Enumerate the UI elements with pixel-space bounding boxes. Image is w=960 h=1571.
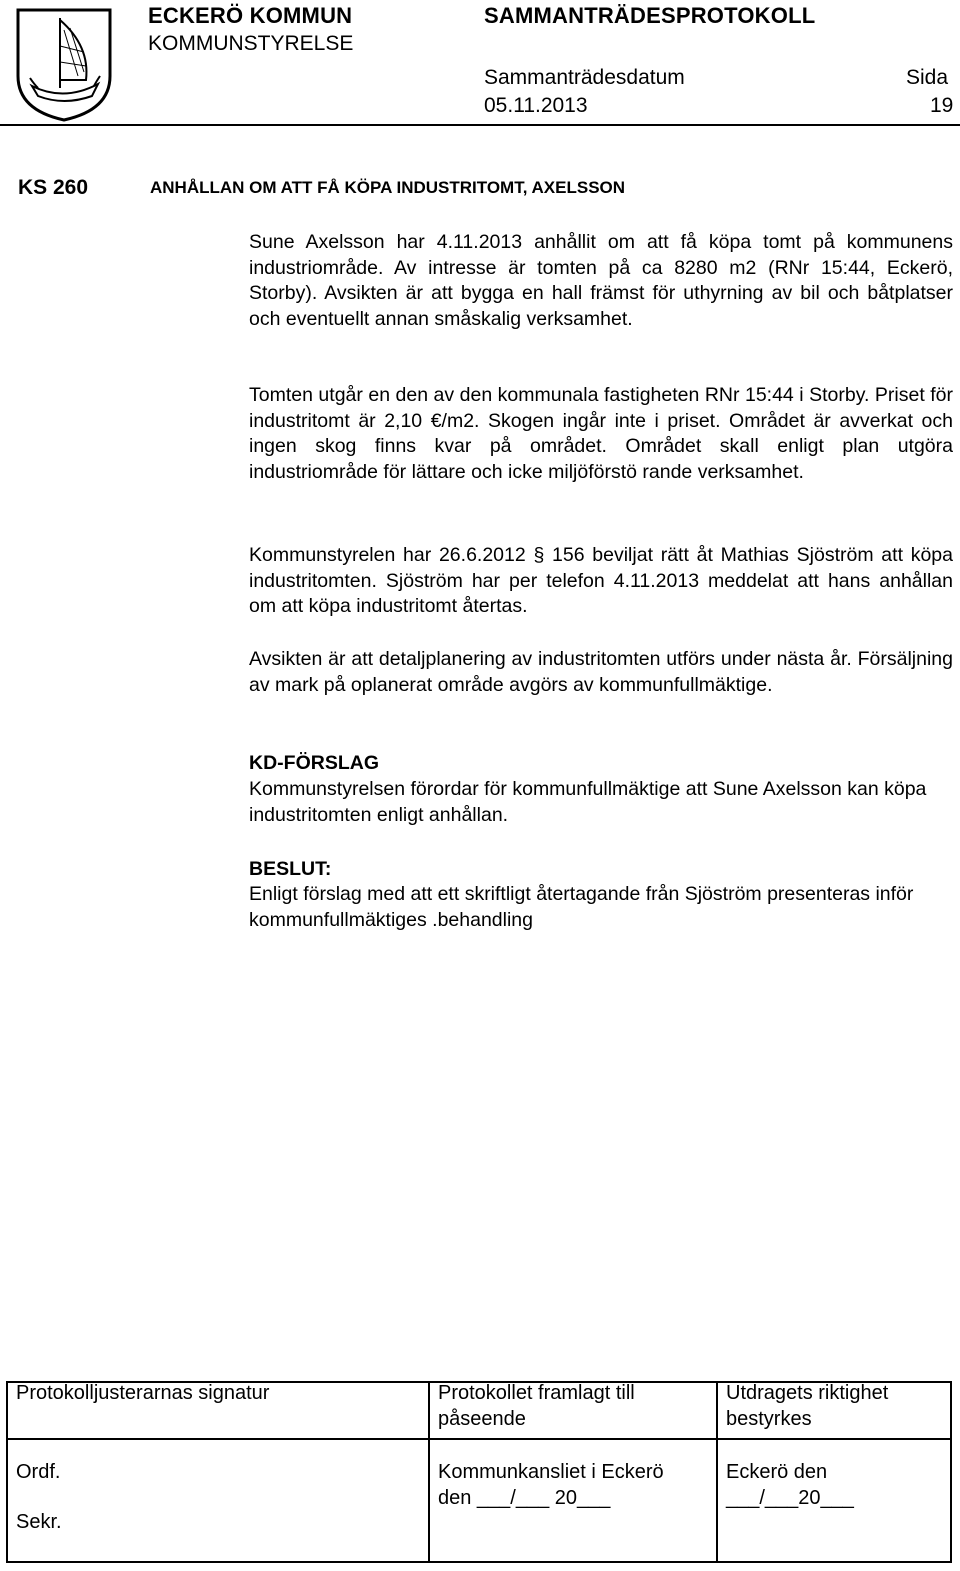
municipality-crest-icon: [14, 6, 114, 124]
paragraph-planning: Avsikten är att detaljplanering av industritomten utförs under nästa år. Försäljning av mark på oplanerat område avgörs av kommunfullmäktige.: [249, 648, 953, 696]
page-label: Sida: [906, 66, 949, 89]
proposal-heading: KD-FÖRSLAG: [249, 752, 379, 774]
proposal-text: Kommunstyrelsen förordar för kommunfullmäktige att Sune Axelsson kan köpa industritomten enligt anhållan.: [249, 778, 927, 826]
footer-divider-1: [428, 1381, 430, 1563]
body-name: KOMMUNSTYRELSE: [148, 32, 354, 55]
meeting-date: 05.11.2013: [484, 94, 588, 117]
document-type: SAMMANTRÄDESPROTOKOLL: [484, 3, 816, 28]
footer-row-divider: [6, 1438, 952, 1440]
public-notice-place: Kommunkansliet i Eckerö: [438, 1461, 664, 1483]
paragraph-request: Sune Axelsson har 4.11.2013 anhållit om att få köpa tomt på kommunens industriområde. Av intresse är tomten på ca 8280 m2 (RNr 15:44, Eckerö, Storby). Avsikten är att bygga en hall främst för uthyrning av bil och båtplatser och eventuellt annan småskalig verksamhet.: [249, 231, 953, 330]
certification-title: Utdragets riktighet bestyrkes: [726, 1382, 889, 1430]
decision-heading: BESLUT:: [249, 858, 332, 880]
footer-divider-2: [716, 1381, 718, 1563]
public-notice-date: den ___/___ 20___: [438, 1487, 611, 1509]
certification-place: Eckerö den: [726, 1461, 828, 1483]
paragraph-plot: Tomten utgår en den av den kommunala fastigheten RNr 15:44 i Storby. Priset för industritomt är 2,10 €/m2. Skogen ingår inte i priset. Området är avverkat och ingen skog finns kvar på området. Området skall enligt plan utgöra industriområde för lättare och icke miljöförstö rande verksamhet.: [249, 384, 953, 483]
case-title: ANHÅLLAN OM ATT FÅ KÖPA INDUSTRITOMT, AXELSSON: [150, 178, 626, 197]
signature-title: Protokolljusterarnas signatur: [16, 1382, 270, 1404]
certification-date: ___/___20___: [726, 1487, 854, 1509]
case-number: KS 260: [18, 176, 89, 199]
decision-text: Enligt förslag med att ett skriftligt återtagande från Sjöström presenteras inför kommunfullmäktiges .behandling: [249, 883, 914, 931]
page-number: 19: [930, 94, 954, 117]
header-divider: [0, 124, 960, 126]
meeting-date-label: Sammanträdesdatum: [484, 66, 685, 89]
chair-signature-label: Ordf.: [16, 1461, 61, 1483]
public-notice-title: Protokollet framlagt till påseende: [438, 1382, 635, 1430]
municipality-name: ECKERÖ KOMMUN: [148, 3, 353, 28]
secretary-signature-label: Sekr.: [16, 1511, 62, 1533]
paragraph-previous-decision: Kommunstyrelen har 26.6.2012 § 156 beviljat rätt åt Mathias Sjöström att köpa industritomten. Sjöström har per telefon 4.11.2013 meddelat att hans anhållan om att köpa industritomt återtas.: [249, 544, 953, 617]
